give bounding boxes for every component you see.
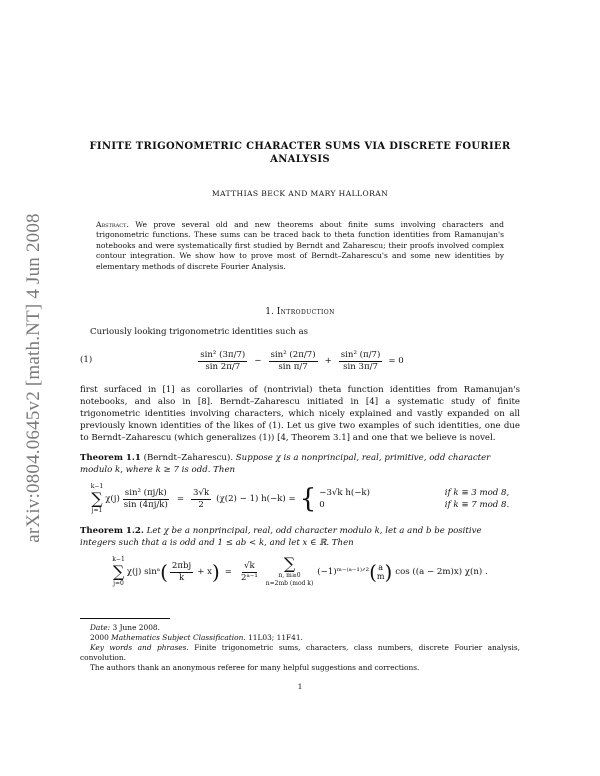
date-label: Date:: [90, 623, 111, 633]
binom-bottom: m: [376, 572, 385, 582]
thm2-inner-sum: ∑ n, m≥0 n=2mb (mod k): [265, 554, 314, 588]
footnote-date: [80, 623, 520, 633]
abstract: [96, 220, 504, 272]
eq1-term-3: [339, 350, 383, 373]
abstract-label: Abstract.: [96, 220, 129, 229]
msc-value: 11L03; 11F41.: [248, 633, 303, 643]
theorem-1-2: [80, 525, 520, 549]
eq1-t1-num: sin² (3π/7): [200, 349, 246, 360]
thm1-frac: [122, 488, 170, 511]
section-number: 1.: [265, 307, 274, 318]
authors: MATTHIAS BECK AND MARY HALLORAN: [211, 189, 389, 198]
thm2-arg-frac: [170, 561, 193, 584]
eq1-term-1: [198, 350, 247, 373]
date-value: 3 June 2008.: [112, 623, 160, 633]
msc-year: 2000: [90, 633, 109, 643]
case1-cond: if k ≡ 3 mod 8,: [444, 488, 510, 499]
title-line-1: FINITE TRIGONOMETRIC CHARACTER SUMS VIA DISCRETE FOURIER: [89, 141, 511, 152]
arxiv-stamp: [20, 178, 48, 578]
section-title: Introduction: [276, 307, 335, 318]
abstract-text: We prove several old and new theorems about finite sums involving characters and trigonometric functions. These sums can be traced back to theta function identities from Ramanujan's notebooks and were systematically first studied by Berndt and Zaharescu; their proofs involved complex contour integration. We show how to prove most of Berndt–Zaharescu's and some new identities by elementary methods of discrete Fourier Analysis.: [96, 220, 504, 271]
thm2-binom: [377, 563, 385, 581]
thm1-sum-top: k−1: [90, 483, 104, 491]
thm2-coef-frac: [239, 561, 260, 584]
thm1-formula: k−1 ∑ j=1 χ(j) $\frac{\text{sin² (πj/k)}}{\sin (4\pi j/k)}$ = $\frac{3√k}{2}$ (χ(2) − 1) h(−k) = { −3√k h(−k) if k ≡ 3 mod 8, 0 if k ≡ 7 mod 8.: [90, 483, 510, 515]
footnote-msc: [80, 633, 520, 643]
equation-1: (1) $\frac{\text{sin² (3π/7)}}{\sin 2\pi/7}$ − $\frac{\text{sin² (2π/7)}}{\text{sin π/7}}$ + $\frac{\text{sin² (π/7)}}{\sin 3\pi/7}$ = 0: [80, 349, 404, 372]
thm1-label: Theorem 1.1: [80, 453, 141, 464]
eq1-term-2: [269, 350, 318, 373]
intro-sentence: Curiously looking trigonometric identities such as: [90, 327, 309, 338]
thm2-statement: Let χ be a nonprincipal, real, odd character modulo k, let a and b be positive integers such that a is odd and 1 ≤ ab < k, and let x ∈ ℝ. Then: [80, 526, 482, 549]
thm1-sum-bottom: j=1: [91, 507, 103, 515]
keywords-value: Finite trigonometric sums, characters, class numbers, discrete Fourier analysis, convolution.: [80, 643, 521, 663]
thm1-cases: { −3√k h(−k) if k ≡ 3 mod 8, 0 if k ≡ 7 mod 8.: [299, 484, 510, 515]
thm2-arg-tail: + x: [197, 567, 212, 578]
eq1-rhs: = 0: [388, 356, 404, 367]
keywords-label: Key words and phrases.: [90, 643, 189, 653]
binom-top: a: [378, 563, 384, 573]
thm2-formula: k−1 ∑ j=0 χ(j) sinᵃ ( $\frac{\text{2πbj}}{k}$ + x ) = $\frac{√k}{\text{2ᵃ⁻¹}}$ ∑ n, m≥0 n=2mb (mod k) (−1)ᵐ⁻⁽ᵃ⁻¹⁾ᐟ² ( a m ) cos ((a − 2m)x) χ(n) .: [112, 554, 488, 588]
thm2-arg-num: 2πbj: [171, 560, 192, 571]
intro-paragraph: first surfaced in [1] as corollaries of (nontrivial) theta function identities from Ramanujan's notebooks, and also in [8]. Berndt–Zaharescu initiated in [4] a systematic study of finite trigonometric identities involving characters, which nicely explained and vastly expanded on all previously known identities of the likes of (1). Let us give two examples of such identities, one due to Berndt–Zaharescu (which generalizes (1)) [4, Theorem 3.1] and one that we believe is novel.: [80, 385, 520, 444]
page-number: 1: [297, 682, 303, 692]
thm1-case-2: [319, 499, 509, 511]
thm1-frac-den: sin (4πj/k): [123, 499, 168, 510]
thm2-inner-bottom-1: n, m≥0: [278, 572, 301, 580]
case1-value: −3√k h(−k): [319, 488, 370, 499]
thm2-inner-bottom-2: n=2mb (mod k): [265, 580, 314, 588]
arxiv-stamp-text: arXiv:0804.0645v2 [math.NT] 4 Jun 2008: [23, 213, 45, 543]
thm1-term-left: χ(j): [105, 494, 120, 505]
thm1-mid-frac: [191, 488, 211, 511]
theorem-1-1: [80, 452, 520, 476]
case2-cond: if k ≡ 7 mod 8.: [444, 500, 510, 511]
eq1-t3-den: sin 3π/7: [343, 361, 379, 372]
equation-number: (1): [80, 355, 93, 366]
thm2-sum-top: k−1: [112, 556, 125, 564]
eq1-t2-den: sin π/7: [278, 361, 308, 372]
thm1-case-1: [319, 487, 509, 499]
paper-title: [80, 140, 520, 166]
case2-value: 0: [319, 500, 325, 511]
footnote-rule: [80, 618, 170, 619]
thm2-arg-den: k: [178, 572, 185, 583]
thm2-sum-bottom: j=0: [113, 580, 124, 588]
msc-label: Mathematics Subject Classification.: [111, 633, 246, 643]
thm2-tail: cos ((a − 2m)x) χ(n) .: [395, 567, 488, 578]
thm1-sum: k−1 ∑ j=1: [90, 483, 104, 515]
thm1-frac-num: sin² (πj/k): [124, 487, 167, 498]
thm2-coef-num: √k: [244, 560, 255, 571]
thm1-statement: Suppose χ is a nonprincipal, real, primitive, odd character modulo k, where k ≥ 7 is odd. Then: [80, 453, 491, 476]
thm1-mid-rest: (χ(2) − 1) h(−k) =: [216, 494, 296, 505]
eq1-t3-num: sin² (π/7): [340, 349, 381, 360]
paper-page: [80, 140, 520, 693]
thm2-label: Theorem 1.2.: [80, 526, 144, 537]
thm2-term-left: χ(j) sinᵃ: [126, 567, 161, 578]
title-line-2: ANALYSIS: [270, 154, 330, 165]
eq1-t1-den: sin 2π/7: [205, 361, 241, 372]
thm2-coef-den: 2ᵃ⁻¹: [241, 572, 258, 583]
section-heading: [80, 306, 520, 318]
thm1-mid-den: 2: [198, 499, 204, 510]
footnote-keywords: [80, 643, 520, 663]
eq1-t2-num: sin² (2π/7): [270, 349, 316, 360]
footnote-thanks: The authors thank an anonymous referee for many helpful suggestions and corrections.: [90, 663, 420, 673]
thm1-attribution: (Berndt–Zaharescu).: [143, 453, 234, 464]
thm2-sum: k−1 ∑ j=0: [112, 556, 125, 588]
thm1-mid-num: 3√k: [193, 487, 210, 498]
thm2-power-term: (−1)ᵐ⁻⁽ᵃ⁻¹⁾ᐟ²: [317, 567, 370, 578]
